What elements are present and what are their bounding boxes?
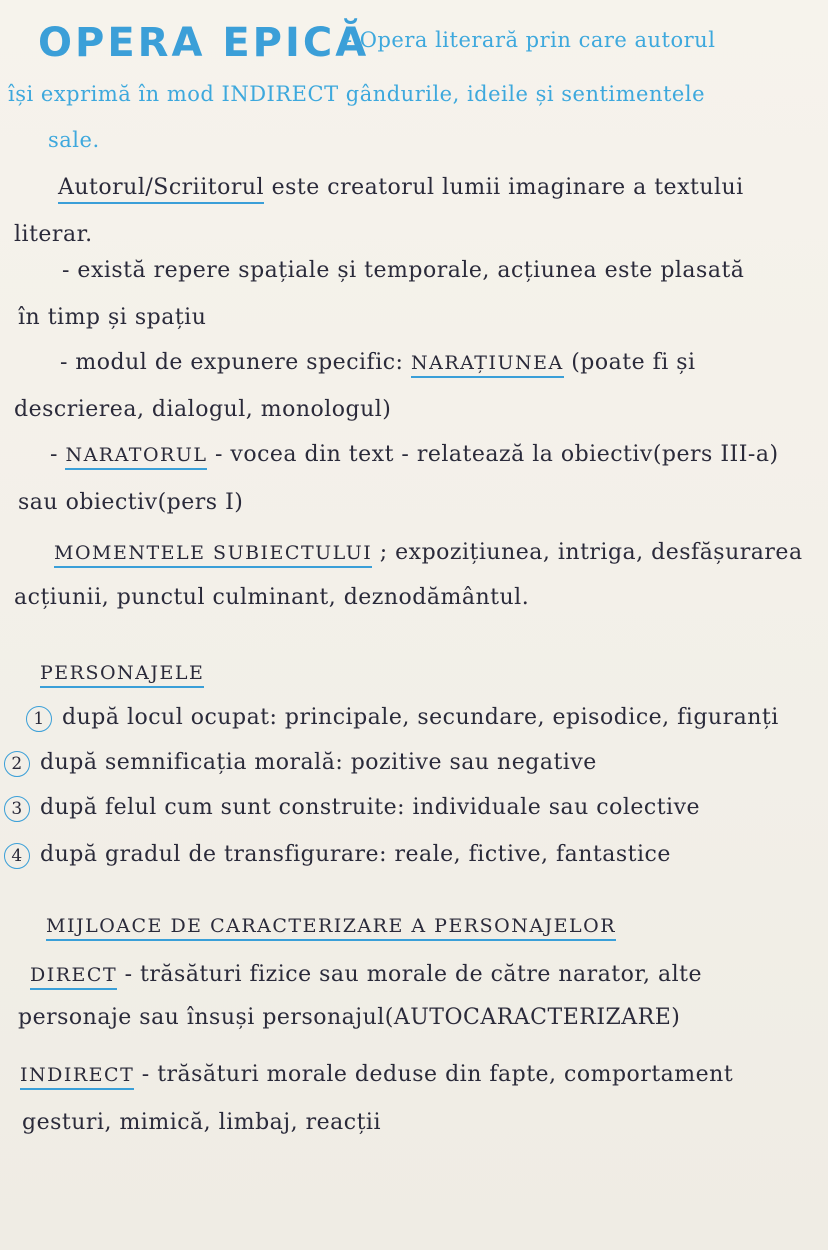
- number-4-badge: 4: [4, 843, 30, 869]
- direct-line-1: [30, 962, 702, 987]
- number-2-badge: 2: [4, 751, 30, 777]
- personajele-heading-text: PERSONAJELE: [40, 662, 204, 688]
- direct-rest: - trăsături fizice sau morale de către narator, alte: [124, 962, 702, 987]
- bullet-1-line-1: - există repere spațiale și temporale, acțiunea este plasată: [62, 258, 745, 283]
- bullet-2-suffix: (poate fi și: [571, 350, 696, 375]
- personaj-item-1: [26, 705, 779, 732]
- naratorul-term: NARATORUL: [65, 444, 207, 470]
- personaj-item-3: [4, 795, 700, 822]
- mijloace-heading: [46, 915, 616, 937]
- mijloace-heading-text: MIJLOACE DE CARACTERIZARE A PERSONAJELOR: [46, 915, 616, 941]
- personajele-heading: [40, 662, 204, 684]
- bullet-2-line-2: descrierea, dialogul, monologul): [14, 397, 392, 422]
- bullet-2-prefix: - modul de expunere specific:: [60, 350, 404, 375]
- indirect-line-1: [20, 1062, 733, 1087]
- direct-term: DIRECT: [30, 964, 117, 990]
- momente-line-2: acțiunii, punctul culminant, deznodământul.: [14, 585, 530, 610]
- intro-line-2: își exprimă în mod INDIRECT gândurile, ideile și sentimentele: [8, 82, 706, 106]
- bullet-3-line-1: [50, 442, 779, 467]
- number-3-badge: 3: [4, 796, 30, 822]
- intro-line-1: - Opera literară prin care autorul: [345, 28, 716, 52]
- number-1-badge: 1: [26, 706, 52, 732]
- personaj-item-3-text: după felul cum sunt construite: individuale sau colective: [40, 795, 701, 820]
- indirect-term: INDIRECT: [20, 1064, 134, 1090]
- momente-rest: ; expozițiunea, intriga, desfășurarea: [379, 540, 803, 565]
- bullet-1-line-2: în timp și spațiu: [18, 305, 207, 330]
- bullet-3-line-2: sau obiectiv(pers I): [18, 490, 244, 515]
- momente-line-1: [54, 540, 803, 565]
- personaj-item-2-text: după semnificația morală: pozitive sau negative: [40, 750, 597, 775]
- autor-line-1: [58, 175, 744, 200]
- indirect-line-2: gesturi, mimică, limbaj, reacții: [22, 1110, 381, 1135]
- autor-line-2: literar.: [14, 222, 93, 247]
- autor-term: Autorul/Scriitorul: [58, 175, 264, 204]
- bullet-3-prefix: -: [50, 442, 58, 467]
- autor-rest: este creatorul lumii imaginare a textului: [271, 175, 744, 200]
- personaj-item-4-text: după gradul de transfigurare: reale, fictive, fantastice: [40, 842, 671, 867]
- indirect-rest: - trăsături morale deduse din fapte, comportament: [141, 1062, 734, 1087]
- personaj-item-1-text: după locul ocupat: principale, secundare, episodice, figuranți: [62, 705, 779, 730]
- intro-line-3: sale.: [48, 128, 100, 152]
- page-title: OPERA EPICĂ: [38, 20, 370, 66]
- personaj-item-4: [4, 842, 671, 869]
- personaj-item-2: [4, 750, 597, 777]
- bullet-2-line-1: [60, 350, 696, 375]
- direct-line-2: personaje sau însuși personajul(AUTOCARACTERIZARE): [18, 1005, 681, 1030]
- bullet-3-rest: - vocea din text - relatează la obiectiv(pers III-a): [214, 442, 779, 467]
- momente-term: MOMENTELE SUBIECTULUI: [54, 542, 372, 568]
- naratiunea-term: NARAȚIUNEA: [411, 352, 564, 378]
